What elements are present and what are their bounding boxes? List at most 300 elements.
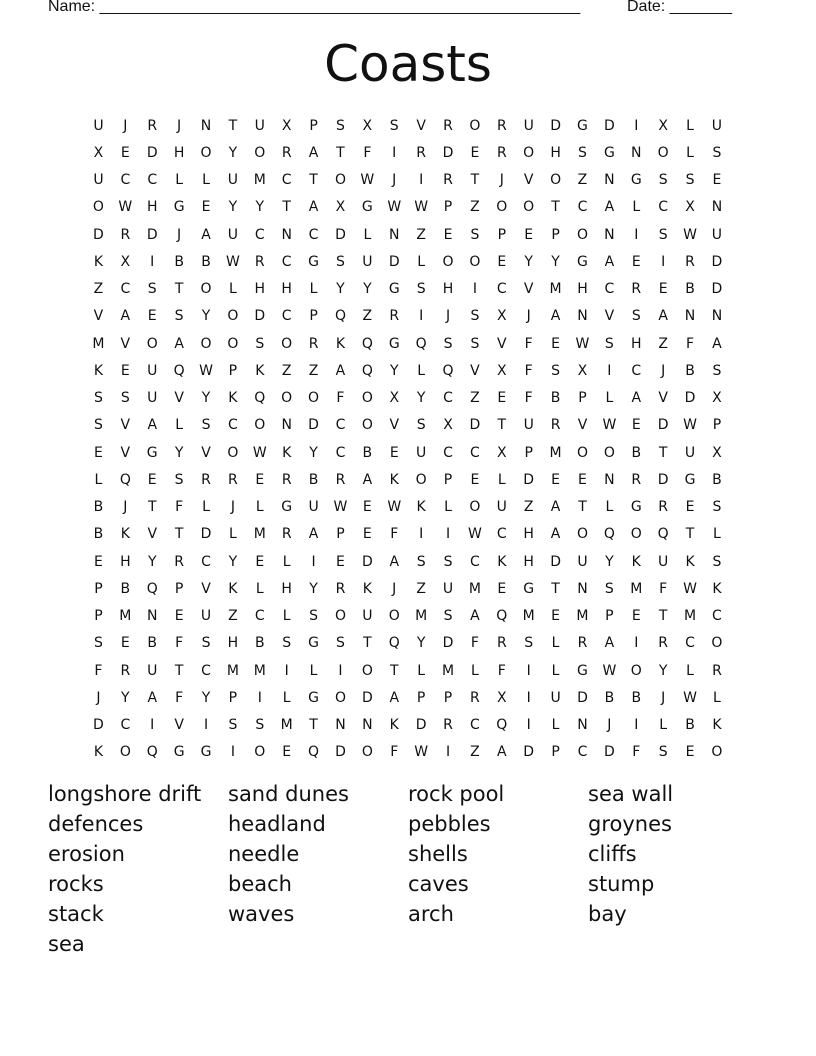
word-bank-item: beach	[228, 872, 292, 896]
grid-letter: E	[362, 499, 372, 516]
grid-letter: L	[551, 717, 560, 734]
grid-letter: G	[577, 253, 588, 270]
grid-letter: G	[361, 199, 373, 216]
grid-letter: E	[201, 199, 211, 216]
grid-letter: W	[360, 172, 375, 189]
grid-row	[85, 739, 731, 766]
grid-letter: S	[604, 580, 614, 597]
word-bank-item: stack	[48, 902, 104, 926]
grid-letter: K	[335, 335, 346, 352]
grid-letter: E	[551, 608, 561, 625]
word-bank-item: caves	[408, 872, 469, 896]
grid-letter: P	[551, 226, 560, 243]
grid-letter: N	[281, 417, 292, 434]
grid-letter: D	[200, 526, 212, 543]
grid-letter: I	[230, 744, 235, 761]
grid-letter: D	[93, 717, 104, 734]
grid-letter: C	[147, 172, 158, 189]
grid-letter: P	[174, 580, 184, 597]
grid-letter: C	[120, 172, 131, 189]
grid-letter: L	[202, 499, 210, 516]
grid-letter: B	[147, 635, 158, 652]
grid-letter: L	[282, 553, 291, 570]
word-bank-item: rocks	[48, 872, 104, 896]
grid-letter: H	[173, 144, 185, 161]
grid-letter: M	[253, 662, 266, 679]
page-title: Coasts	[324, 35, 492, 93]
grid-letter: D	[388, 253, 400, 270]
grid-letter: D	[711, 253, 723, 270]
grid-letter: O	[200, 281, 212, 298]
grid-letter: W	[683, 689, 697, 706]
grid-letter: V	[523, 172, 534, 189]
grid-letter: G	[173, 744, 185, 761]
grid-letter: O	[334, 608, 346, 625]
grid-letter: B	[254, 635, 265, 652]
grid-letter: O	[254, 744, 266, 761]
grid-letter: O	[200, 335, 212, 352]
grid-letter: W	[683, 226, 697, 243]
grid-letter: A	[308, 526, 319, 543]
grid-letter: S	[120, 390, 130, 407]
grid-letter: R	[496, 635, 507, 652]
grid-letter: D	[93, 226, 104, 243]
grid-letter: R	[470, 689, 480, 706]
grid-letter: V	[120, 417, 131, 434]
grid-letter: Q	[388, 635, 400, 652]
grid-letter: E	[712, 172, 722, 189]
grid-letter: T	[174, 281, 184, 298]
grid-letter: L	[417, 253, 426, 270]
grid-letter: P	[443, 199, 453, 216]
grid-letter: Y	[416, 635, 426, 652]
grid-letter: U	[147, 362, 158, 379]
grid-letter: D	[550, 553, 561, 570]
grid-letter: Z	[281, 362, 292, 379]
grid-letter: L	[444, 499, 452, 516]
grid-letter: K	[228, 580, 238, 597]
grid-letter: X	[577, 362, 588, 379]
word-bank-item: needle	[228, 842, 300, 866]
grid-letter: U	[254, 117, 265, 134]
grid-letter: U	[711, 117, 723, 134]
grid-letter: T	[363, 635, 372, 652]
grid-letter: K	[416, 499, 426, 516]
grid-letter: A	[658, 308, 668, 325]
grid-letter: O	[281, 335, 293, 352]
grid-letter: S	[309, 608, 319, 625]
grid-letter: X	[281, 117, 292, 134]
grid-letter: Q	[308, 744, 320, 761]
grid-letter: E	[551, 335, 561, 352]
grid-letter: M	[630, 580, 643, 597]
grid-letter: O	[254, 144, 266, 161]
grid-letter: S	[658, 744, 668, 761]
grid-letter: R	[281, 144, 292, 161]
grid-letter: Y	[201, 689, 211, 706]
grid-letter: H	[550, 144, 561, 161]
grid-letter: L	[228, 281, 237, 298]
grid-letter: A	[631, 390, 642, 407]
grid-letter: I	[445, 744, 451, 761]
grid-letter: V	[147, 526, 158, 543]
grid-letter: V	[201, 580, 211, 597]
grid-letter: R	[228, 471, 238, 488]
grid-letter: G	[308, 689, 319, 706]
grid-letter: E	[497, 390, 507, 407]
grid-letter: E	[685, 744, 695, 761]
grid-letter: O	[711, 635, 723, 652]
grid-letter: K	[255, 362, 265, 379]
grid-letter: E	[174, 608, 184, 625]
grid-letter: M	[683, 608, 697, 625]
grid-letter: L	[94, 471, 103, 488]
grid-letter: N	[631, 144, 642, 161]
grid-letter: O	[361, 417, 373, 434]
grid-letter: F	[175, 635, 184, 652]
grid-letter: Y	[147, 553, 157, 570]
grid-row	[85, 221, 731, 248]
grid-letter: J	[392, 580, 397, 597]
grid-letter: D	[442, 635, 454, 652]
grid-letter: L	[686, 117, 694, 134]
grid-letter: U	[684, 444, 696, 461]
grid-letter: M	[441, 662, 455, 679]
word-bank-item: groynes	[588, 812, 672, 836]
grid-letter: T	[174, 662, 184, 679]
grid-letter: S	[282, 635, 292, 652]
grid-letter: F	[497, 662, 506, 679]
grid-letter: J	[123, 117, 128, 134]
grid-letter: Y	[389, 362, 399, 379]
grid-letter: S	[524, 635, 534, 652]
grid-letter: V	[497, 335, 507, 352]
grid-letter: R	[685, 253, 695, 270]
grid-letter: S	[685, 172, 695, 189]
word-bank-item: sand dunes	[228, 782, 349, 806]
grid-letter: E	[631, 608, 641, 625]
grid-letter: A	[147, 417, 158, 434]
grid-letter: S	[631, 308, 641, 325]
grid-letter: J	[392, 172, 397, 189]
grid-letter: S	[201, 417, 211, 434]
grid-letter: O	[119, 744, 131, 761]
grid-letter: R	[281, 471, 292, 488]
grid-letter: G	[684, 471, 696, 488]
grid-letter: H	[630, 335, 642, 352]
grid-letter: G	[630, 172, 642, 189]
word-bank-item: bay	[588, 902, 627, 926]
grid-letter: O	[227, 335, 239, 352]
grid-letter: C	[685, 635, 695, 652]
grid-letter: N	[577, 308, 588, 325]
grid-letter: W	[683, 417, 697, 434]
grid-letter: Y	[201, 308, 211, 325]
grid-letter: J	[445, 308, 451, 325]
grid-letter: O	[496, 199, 508, 216]
grid-letter: P	[336, 526, 345, 543]
grid-letter: U	[93, 172, 104, 189]
grid-letter: K	[120, 526, 130, 543]
grid-letter: O	[388, 608, 400, 625]
grid-letter: I	[419, 526, 424, 543]
grid-letter: E	[120, 144, 130, 161]
grid-letter: K	[228, 390, 238, 407]
grid-letter: U	[711, 226, 723, 243]
grid-letter: S	[255, 335, 265, 352]
grid-letter: C	[201, 553, 211, 570]
grid-letter: X	[497, 444, 507, 461]
grid-letter: T	[389, 662, 399, 679]
grid-letter: N	[604, 471, 615, 488]
grid-letter: M	[468, 580, 481, 597]
grid-letter: P	[497, 226, 507, 243]
grid-letter: O	[711, 744, 723, 761]
word-bank-item: defences	[48, 812, 144, 836]
grid-letter: R	[658, 635, 669, 652]
grid-letter: I	[634, 717, 639, 734]
grid-row	[85, 466, 731, 493]
grid-letter: E	[443, 226, 453, 243]
grid-letter: G	[388, 281, 400, 298]
grid-letter: I	[284, 662, 289, 679]
grid-letter: H	[227, 635, 239, 652]
grid-letter: N	[604, 172, 615, 189]
grid-letter: S	[416, 553, 426, 570]
grid-letter: N	[711, 199, 723, 216]
grid-letter: L	[175, 417, 184, 434]
grid-letter: I	[419, 308, 424, 325]
grid-letter: M	[253, 172, 266, 189]
grid-letter: Z	[470, 199, 480, 216]
grid-letter: V	[201, 444, 211, 461]
grid-letter: Z	[308, 362, 319, 379]
grid-letter: E	[255, 471, 265, 488]
grid-letter: A	[335, 362, 346, 379]
grid-letter: I	[661, 253, 666, 270]
grid-letter: I	[445, 526, 451, 543]
grid-letter: V	[120, 444, 131, 461]
grid-letter: W	[118, 199, 133, 216]
grid-letter: T	[309, 717, 318, 734]
grid-letter: U	[200, 608, 212, 625]
grid-letter: E	[94, 444, 103, 461]
grid-letter: E	[147, 308, 157, 325]
grid-letter: S	[712, 499, 722, 516]
grid-letter: Z	[523, 499, 534, 516]
grid-letter: U	[147, 390, 158, 407]
grid-letter: A	[550, 526, 561, 543]
grid-letter: V	[658, 390, 668, 407]
grid-letter: U	[550, 689, 561, 706]
grid-letter: C	[443, 390, 453, 407]
grid-letter: Q	[657, 526, 669, 543]
grid-letter: J	[177, 226, 182, 243]
grid-letter: T	[309, 172, 318, 189]
grid-letter: Y	[121, 689, 130, 706]
grid-letter: E	[524, 226, 534, 243]
grid-letter: A	[308, 199, 319, 216]
grid-letter: O	[146, 335, 158, 352]
grid-letter: Q	[603, 526, 615, 543]
grid-letter: L	[659, 717, 668, 734]
grid-letter: M	[576, 608, 589, 625]
grid-letter: W	[414, 199, 429, 216]
grid-letter: Z	[228, 608, 238, 625]
grid-letter: V	[174, 717, 184, 734]
grid-letter: L	[605, 499, 614, 516]
grid-letter: C	[201, 662, 211, 679]
grid-letter: Q	[254, 390, 266, 407]
grid-letter: T	[228, 117, 238, 134]
grid-letter: X	[443, 417, 453, 434]
grid-letter: M	[549, 281, 562, 298]
grid-letter: O	[523, 199, 535, 216]
grid-letter: T	[147, 499, 157, 516]
grid-letter: U	[362, 608, 373, 625]
grid-letter: G	[146, 444, 158, 461]
grid-letter: H	[254, 281, 266, 298]
grid-letter: F	[336, 390, 345, 407]
grid-row	[85, 603, 731, 630]
grid-letter: Y	[658, 662, 668, 679]
grid-letter: C	[281, 308, 292, 325]
grid-row	[85, 439, 731, 466]
grid-letter: W	[467, 526, 482, 543]
grid-letter: R	[712, 662, 722, 679]
grid-letter: L	[632, 199, 641, 216]
grid-letter: E	[578, 471, 587, 488]
grid-letter: Q	[119, 471, 131, 488]
word-bank-item: sea	[48, 932, 85, 956]
grid-letter: P	[309, 117, 318, 134]
grid-letter: H	[120, 553, 131, 570]
grid-row	[85, 167, 731, 194]
grid-letter: N	[362, 717, 373, 734]
grid-letter: T	[497, 417, 507, 434]
grid-letter: I	[392, 144, 397, 161]
grid-letter: L	[417, 362, 426, 379]
grid-letter: I	[607, 362, 612, 379]
grid-letter: I	[203, 717, 209, 734]
grid-letter: K	[282, 444, 292, 461]
grid-letter: K	[631, 553, 641, 570]
grid-letter: L	[713, 689, 721, 706]
grid-letter: Y	[201, 390, 211, 407]
grid-letter: R	[443, 717, 453, 734]
grid-letter: D	[335, 744, 346, 761]
grid-letter: S	[712, 553, 722, 570]
grid-letter: F	[632, 744, 641, 761]
grid-letter: L	[551, 662, 560, 679]
grid-letter: S	[94, 417, 103, 434]
grid-letter: D	[523, 471, 535, 488]
grid-letter: V	[577, 417, 588, 434]
grid-letter: Y	[524, 253, 533, 270]
grid-letter: I	[150, 717, 155, 734]
grid-letter: R	[120, 662, 131, 679]
grid-letter: P	[228, 689, 238, 706]
grid-letter: R	[443, 172, 453, 189]
grid-letter: G	[281, 499, 293, 516]
grid-letter: U	[442, 580, 454, 597]
grid-letter: R	[147, 117, 158, 134]
grid-letter: M	[415, 608, 428, 625]
grid-letter: L	[686, 662, 694, 679]
grid-letter: T	[336, 144, 345, 161]
grid-letter: C	[120, 281, 131, 298]
grid-letter: V	[389, 417, 400, 434]
grid-letter: C	[496, 526, 507, 543]
grid-letter: R	[335, 471, 346, 488]
grid-letter: X	[335, 199, 346, 216]
grid-letter: I	[526, 662, 531, 679]
grid-letter: D	[469, 417, 481, 434]
grid-letter: O	[630, 662, 642, 679]
grid-letter: S	[443, 335, 453, 352]
grid-letter: S	[658, 172, 668, 189]
grid-letter: O	[657, 144, 669, 161]
grid-letter: K	[497, 553, 507, 570]
grid-letter: K	[389, 471, 399, 488]
grid-letter: S	[443, 553, 453, 570]
grid-letter: F	[659, 580, 668, 597]
grid-letter: Z	[658, 335, 668, 352]
grid-letter: Q	[415, 335, 427, 352]
grid-letter: X	[497, 362, 507, 379]
grid-letter: S	[94, 390, 103, 407]
grid-letter: C	[335, 444, 346, 461]
grid-letter: L	[713, 526, 721, 543]
grid-row	[85, 248, 731, 275]
grid-letter: F	[686, 335, 695, 352]
grid-letter: R	[254, 253, 265, 270]
grid-letter: D	[657, 471, 669, 488]
grid-letter: A	[389, 689, 400, 706]
grid-letter: G	[308, 635, 319, 652]
grid-letter: U	[308, 499, 319, 516]
word-bank-item: waves	[228, 902, 295, 926]
grid-letter: Q	[496, 717, 508, 734]
grid-letter: G	[308, 253, 319, 270]
grid-letter: Z	[470, 390, 480, 407]
grid-letter: L	[309, 281, 318, 298]
grid-letter: E	[120, 635, 130, 652]
grid-letter: P	[443, 471, 453, 488]
grid-letter: O	[415, 471, 427, 488]
grid-letter: E	[497, 580, 507, 597]
grid-letter: E	[470, 144, 480, 161]
grid-letter: R	[631, 471, 642, 488]
grid-letter: G	[603, 144, 615, 161]
grid-letter: N	[684, 308, 696, 325]
grid-letter: W	[602, 417, 617, 434]
grid-letter: R	[550, 417, 561, 434]
word-bank-item: stump	[588, 872, 655, 896]
grid-row	[85, 412, 731, 439]
grid-letter: J	[123, 499, 128, 516]
grid-letter: F	[175, 689, 184, 706]
grid-letter: V	[416, 117, 426, 134]
grid-letter: C	[281, 253, 292, 270]
grid-row	[85, 548, 731, 575]
grid-letter: L	[309, 662, 318, 679]
grid-letter: H	[281, 281, 292, 298]
grid-letter: D	[711, 281, 723, 298]
grid-letter: E	[497, 253, 507, 270]
word-search-grid	[85, 112, 731, 766]
grid-letter: B	[93, 526, 104, 543]
